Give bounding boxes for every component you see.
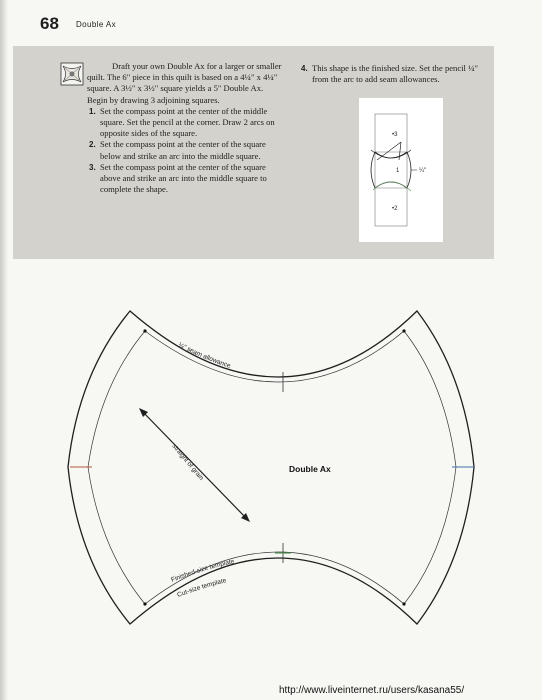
step-text: This shape is the finished size. Set the pencil ¼" from the arc to add seam allowances. [312, 63, 479, 85]
step-number: 4. [301, 64, 308, 73]
step-text: Set the compass point at the center of the square above and strike an arc into the middle square to complete the shape. [100, 161, 267, 195]
diagram-label-3: •3 [392, 132, 398, 138]
cut-size-label: Cut-size template [176, 577, 228, 599]
diagram-label-seam: ¼" [419, 168, 427, 174]
step-number: 1. [89, 106, 96, 116]
template-title: Double Ax [289, 464, 331, 474]
finished-size-label: Finished-size template [170, 558, 235, 584]
step-text: Set the compass point at the center of the square below and strike an arc into the middle square. [100, 139, 266, 161]
step-number: 3. [89, 162, 96, 172]
watermark-url: http://www.liveinternet.ru/users/kasana55/ [279, 685, 465, 696]
section-title: Double Ax [76, 20, 117, 29]
seam-allowance-label: ¼" seam allowance [177, 341, 232, 370]
diagram-label-1: 1 [396, 168, 400, 174]
finished-size-outline [88, 331, 456, 604]
intro-text: Draft your own Double Ax for a larger or smaller quilt. The 6" piece in this quilt is based on a 4¼" x 4¼" square. A 3½" x 3½" square yields a 5" Double Ax. Begin by drawing 3 adjoining squares. [87, 61, 282, 105]
diagram-label-2: •2 [392, 206, 398, 212]
grain-arrow [141, 410, 248, 520]
step-text: Set the compass point at the center of the middle square. Set the pencil at the corner. Draw 2 arcs on opposite sides of the square. [100, 105, 275, 139]
step-number: 2. [89, 140, 96, 150]
page-number: 68 [40, 14, 59, 33]
cut-size-outline [68, 311, 474, 624]
grain-label: straight of grain [170, 442, 205, 482]
